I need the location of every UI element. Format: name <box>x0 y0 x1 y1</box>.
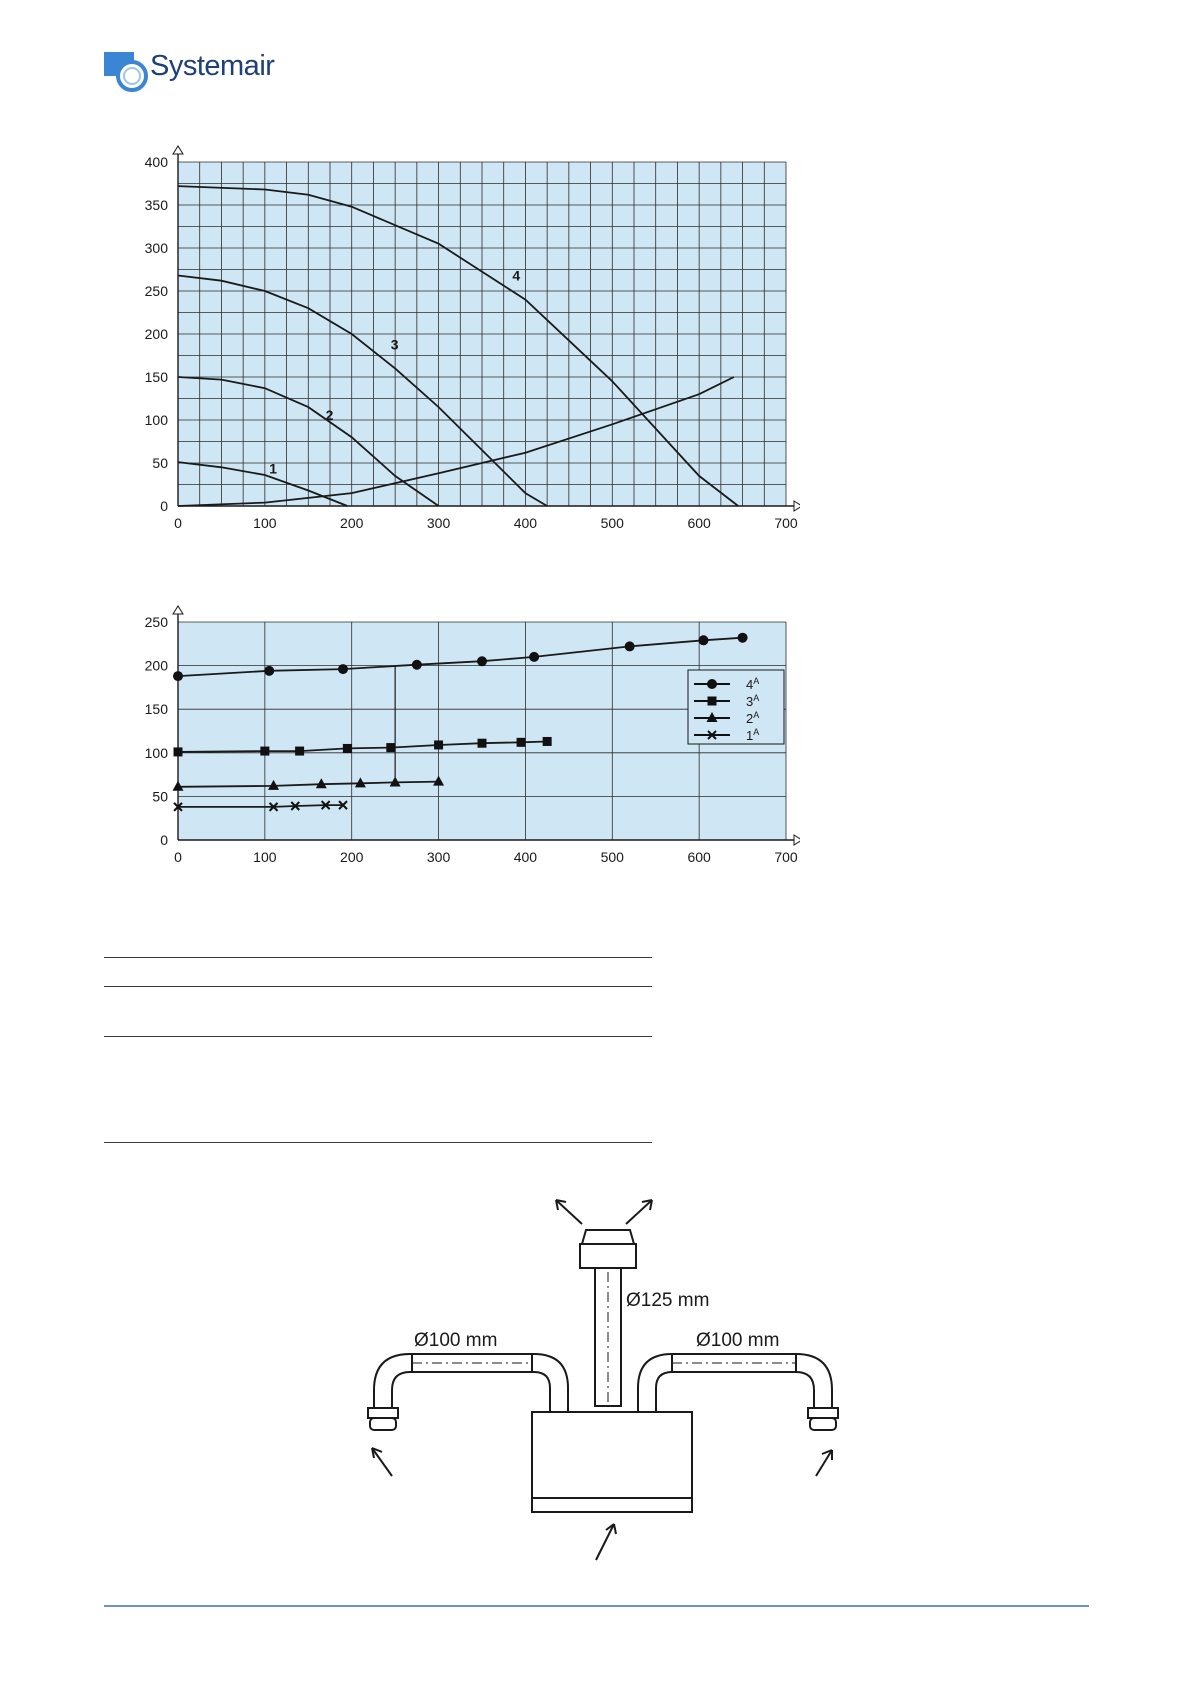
data-point <box>386 743 395 752</box>
y-tick-label: 100 <box>144 744 168 761</box>
data-point <box>295 747 304 756</box>
x-tick-label: 400 <box>513 849 538 865</box>
y-tick-label: 100 <box>144 412 168 428</box>
y-tick-label: 200 <box>144 326 168 342</box>
y-axis-arrow <box>173 146 183 154</box>
x-tick-label: 500 <box>600 515 624 531</box>
curve-label-1: 1 <box>269 460 277 477</box>
x-tick-label: 200 <box>340 849 364 865</box>
chart-legend <box>688 670 784 744</box>
y-tick-label: 150 <box>144 701 168 718</box>
x-tick-label: 500 <box>600 849 624 865</box>
data-point <box>708 697 717 706</box>
y-tick-label: 50 <box>152 788 168 805</box>
fan-curve-chart-svg <box>120 140 800 540</box>
duct-installation-diagram <box>320 1180 880 1570</box>
data-point <box>173 671 183 681</box>
x-tick-label: 600 <box>687 515 711 531</box>
fan-curve-chart <box>120 140 800 540</box>
data-point <box>529 652 539 662</box>
data-point <box>478 739 487 748</box>
airflow-arrow <box>372 1448 392 1476</box>
curve-label-3: 3 <box>390 336 399 353</box>
right-duct <box>656 1372 814 1412</box>
table-rule <box>104 1142 652 1143</box>
roof-hood <box>580 1244 636 1268</box>
data-point <box>434 740 443 749</box>
x-tick-label: 100 <box>253 849 277 865</box>
legend-label: $1^A$ <box>746 727 760 743</box>
data-point <box>174 747 183 756</box>
footer-rule <box>104 1605 1089 1607</box>
x-tick-label: 700 <box>774 515 798 531</box>
left-duct-outer <box>374 1354 568 1412</box>
y-tick-label: 0 <box>160 832 168 848</box>
curve-label-2: 2 <box>325 407 334 423</box>
x-tick-label: 300 <box>426 849 451 865</box>
right-pipe-label: Ø100 mm <box>696 1330 780 1351</box>
left-pipe-label: Ø100 mm <box>414 1330 498 1351</box>
data-point <box>412 660 422 670</box>
table-rule <box>104 957 652 958</box>
y-tick-label: 350 <box>144 197 168 213</box>
legend-box <box>688 670 784 744</box>
data-point <box>738 633 748 643</box>
data-point <box>625 641 635 651</box>
x-tick-label: 600 <box>687 849 711 865</box>
y-tick-label: 300 <box>144 240 168 256</box>
y-tick-label: 150 <box>144 369 168 385</box>
airflow-arrow <box>596 1524 614 1560</box>
legend-label: $3^A$ <box>746 693 760 709</box>
y-tick-label: 200 <box>144 657 168 674</box>
y-tick-label: 250 <box>144 283 168 299</box>
legend-label: $4^A$ <box>746 676 760 692</box>
systemair-logo-icon <box>104 48 150 94</box>
curve-label-4: 4 <box>512 267 521 284</box>
table-rule <box>104 986 652 987</box>
legend-label: $2^A$ <box>746 710 760 726</box>
left-duct <box>392 1372 550 1412</box>
data-point <box>517 738 526 747</box>
data-point <box>260 747 269 756</box>
table-rule <box>104 1036 652 1037</box>
x-axis-arrow <box>794 501 800 511</box>
airflow-arrow <box>626 1200 652 1224</box>
y-tick-label: 250 <box>144 614 168 630</box>
x-axis-arrow <box>794 835 800 845</box>
duct-diagram-svg <box>320 1180 880 1570</box>
airflow-arrow <box>556 1200 582 1224</box>
x-tick-label: 0 <box>174 515 182 531</box>
series-line-chart <box>120 600 800 880</box>
data-point <box>477 656 487 666</box>
data-point <box>343 744 352 753</box>
data-point <box>707 679 717 689</box>
y-axis-arrow <box>173 606 183 614</box>
x-tick-label: 700 <box>774 849 798 865</box>
x-tick-label: 300 <box>426 515 451 531</box>
x-tick-label: 400 <box>513 515 538 531</box>
x-tick-label: 200 <box>340 515 364 531</box>
data-point <box>338 664 348 674</box>
x-tick-label: 0 <box>174 849 182 865</box>
top-pipe-label: Ø125 mm <box>626 1290 710 1311</box>
data-point <box>698 635 708 645</box>
data-point <box>543 737 552 746</box>
y-tick-label: 50 <box>152 455 168 471</box>
x-tick-label: 100 <box>253 515 277 531</box>
y-tick-label: 0 <box>160 498 168 514</box>
systemair-logo <box>104 48 284 94</box>
brand-name: Systemair <box>150 50 275 82</box>
roof-hood-top <box>582 1230 634 1244</box>
y-tick-label: 400 <box>144 154 168 170</box>
data-point <box>264 666 274 676</box>
series-line-chart-svg <box>120 600 800 880</box>
